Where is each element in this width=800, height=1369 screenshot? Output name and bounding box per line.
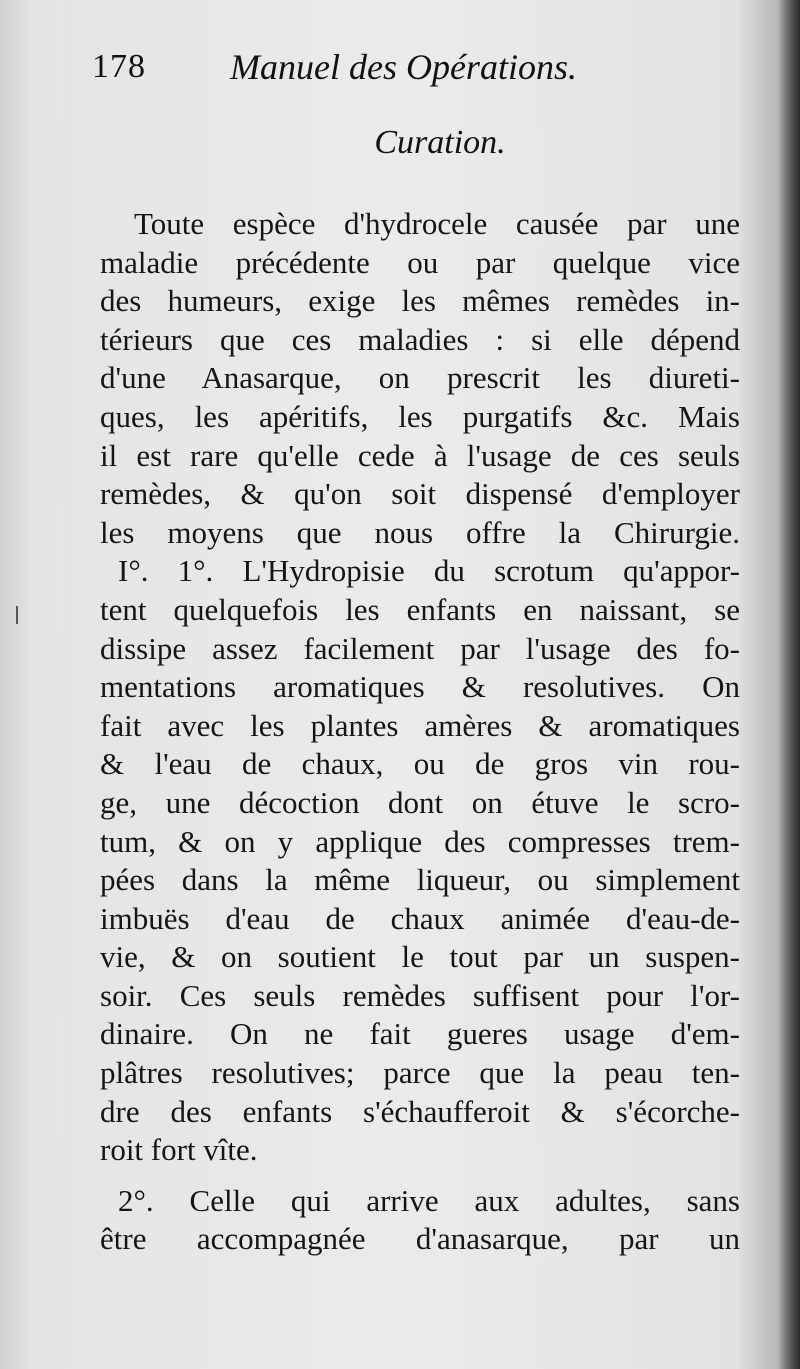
text-line: plâtres resolutives; parce que la peau ten- [100,1055,740,1091]
text-line: térieurs que ces maladies : si elle dépend [100,321,740,357]
section-title: Curation. [374,124,506,161]
text-line: & l'eau de chaux, ou de gros vin rou- [100,746,740,782]
text-line: fait avec les plantes amères & aromatiques [100,707,740,743]
text-line: vie, & on soutient le tout par un suspen- [100,939,740,975]
text-line: soir. Ces seuls remèdes suffisent pour l'or- [100,977,740,1013]
text-line: dissipe assez facilement par l'usage des fo- [100,630,740,666]
margin-mark [16,606,18,624]
text-line: les moyens que nous offre la Chirurgie. [100,514,740,550]
paragraph-1 [100,205,740,552]
text-line: remèdes, & qu'on soit dispensé d'employer [100,476,740,512]
text-line: pées dans la même liqueur, ou simplement [100,862,740,898]
page-number: 178 [92,48,146,85]
paragraph-2 [100,552,740,1170]
text-line: ge, une décoction dont on étuve le scro- [100,784,740,820]
text-line: 2°. Celle qui arrive aux adultes, sans [118,1182,740,1218]
text-line: être accompagnée d'anasarque, par un [100,1221,740,1257]
paragraph-3 [100,1182,740,1259]
text-line: dre des enfants s'échaufferoit & s'écorche- [100,1093,740,1129]
text-line: Toute espèce d'hydrocele causée par une [134,206,740,241]
text-line: maladie précédente ou par quelque vice [100,244,740,280]
text-line: tent quelquefois les enfants en naissant, se [100,591,740,627]
running-head: Manuel des Opérations. [230,47,577,87]
text-line: des humeurs, exige les mêmes remèdes in- [100,283,740,319]
page-header [92,40,752,100]
body-text [100,205,740,1259]
page-edge-shadow [778,0,800,1369]
text-line: d'une Anasarque, on prescrit les diureti- [100,360,740,396]
text-line: ques, les apéritifs, les purgatifs &c. Mais [100,398,740,434]
text-line: I°. 1°. L'Hydropisie du scrotum qu'appor- [118,553,740,589]
text-line: imbuës d'eau de chaux animée d'eau-de- [100,900,740,936]
text-line: mentations aromatiques & resolutives. On [100,669,740,705]
text-line: dinaire. On ne fait gueres usage d'em- [100,1016,740,1052]
text-line: tum, & on y applique des compresses trem- [100,823,740,859]
text-line: il est rare qu'elle cede à l'usage de ces seuls [100,437,740,473]
text-line: roit fort vîte. [100,1132,258,1168]
paragraph-gap [100,1170,740,1182]
